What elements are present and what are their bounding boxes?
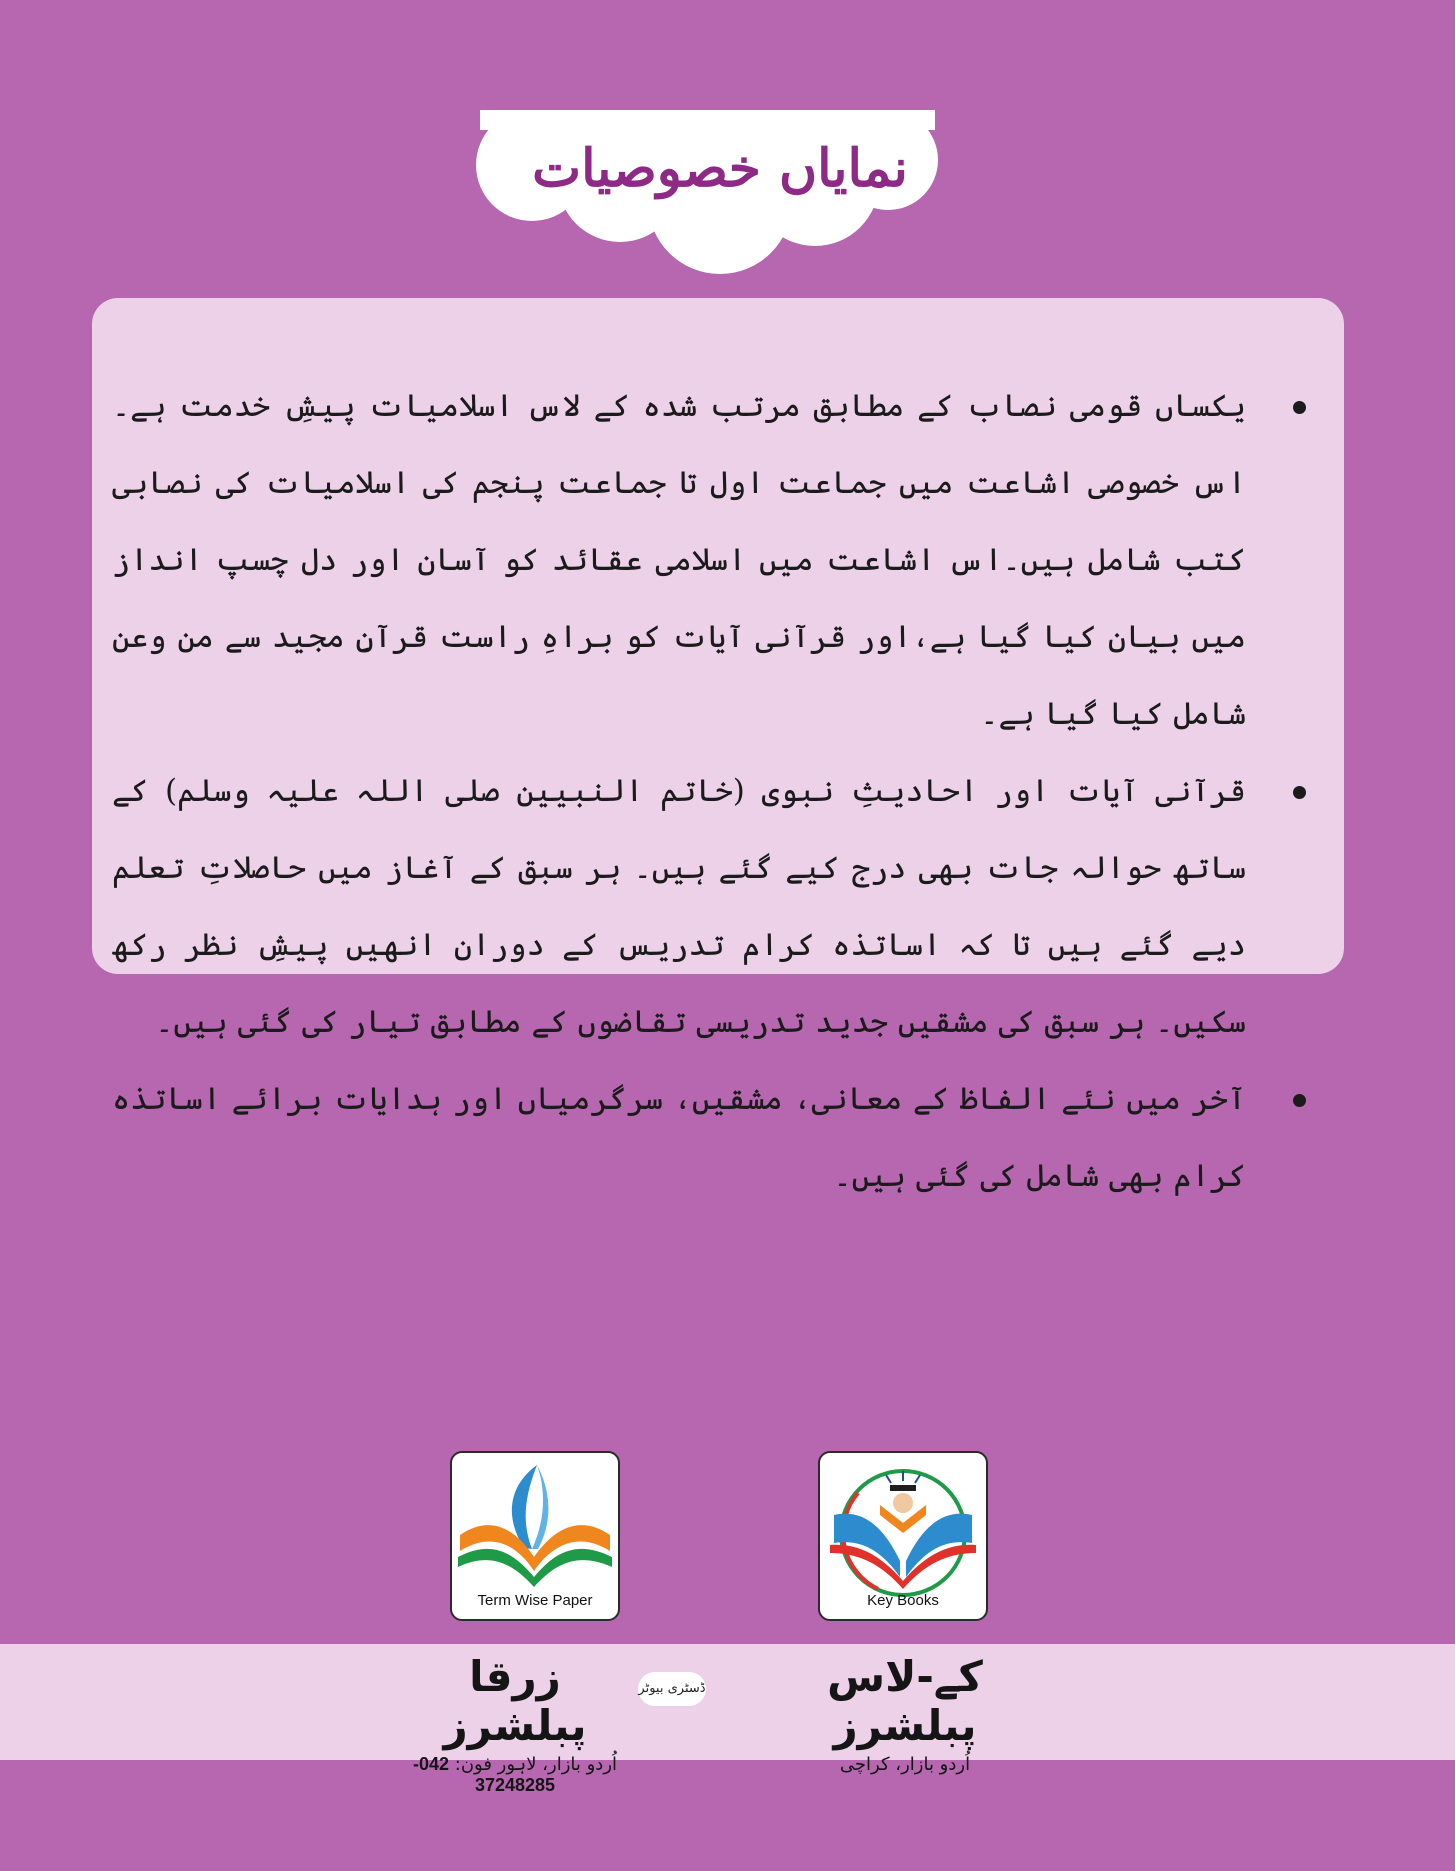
zarqa-publishers-address (395, 1754, 635, 1796)
list-item: یکساں قومی نصاب کے مطابق مرتب شدہ کے لاس اسلامیات پیشِ خدمت ہے۔اس خصوصی اشاعت میں جماعت اول تا جماعت پنجم کی اسلامیات کی نصابی کتب شامل ہیں۔اس اشاعت میں اسلامی عقائد کو آسان اور دل چسپ انداز میں بیان کیا گیا ہے،اور قرآنی آیات کو براہِ راست قرآنِ مجید سے من وعن شامل کیا گیا ہے۔ (112, 368, 1324, 753)
key-books-logo-card (818, 1451, 988, 1621)
page-title: نمایاں خصوصیات (532, 138, 908, 199)
zarqa-address-text: اُردو بازار، لاہور فون: (454, 1754, 618, 1775)
distributor-badge: ڈسٹری بیوٹر (638, 1672, 706, 1706)
zarqa-publishers-name: زرقا پبلشرز (443, 1652, 587, 1750)
klass-publishers-name: کے-لاس پبلشرز (827, 1652, 983, 1750)
features-panel (92, 298, 1344, 1194)
key-books-label: Key Books (867, 1592, 939, 1609)
term-wise-paper-logo-card (450, 1451, 620, 1621)
list-item: آخر میں نئے الفاظ کے معانی، مشقیں، سرگرمیاں اور ہدایات برائے اساتذہ کرام بھی شامل کی گئی ہیں۔ (112, 1061, 1324, 1215)
features-list (112, 368, 1324, 1215)
title-cloud (470, 110, 970, 280)
zarqa-publishers-block (395, 1652, 635, 1796)
klass-publishers-address: اُردو بازار، کراچی (839, 1754, 971, 1775)
term-wise-paper-label: Term Wise Paper (477, 1592, 593, 1609)
klass-publishers-block (760, 1652, 1050, 1775)
zarqa-phone: 042-37248285 (412, 1754, 556, 1795)
list-item: قرآنی آیات اور احادیثِ نبوی (خاتم النبیین صلی اللہ علیہ وسلم) کے ساتھ حوالہ جات بھی درج کیے گئے ہیں۔ ہر سبق کے آغاز میں حاصلاتِ تعلم دیے گئے ہیں تا کہ اساتذہ کرام تدریس کے دوران انھیں پیشِ نظر رکھ سکیں۔ ہر سبق کی مشقیں جدید تدریسی تقاضوں کے مطابق تیار کی گئی ہیں۔ (112, 753, 1324, 1061)
footer-band (0, 1644, 1455, 1760)
